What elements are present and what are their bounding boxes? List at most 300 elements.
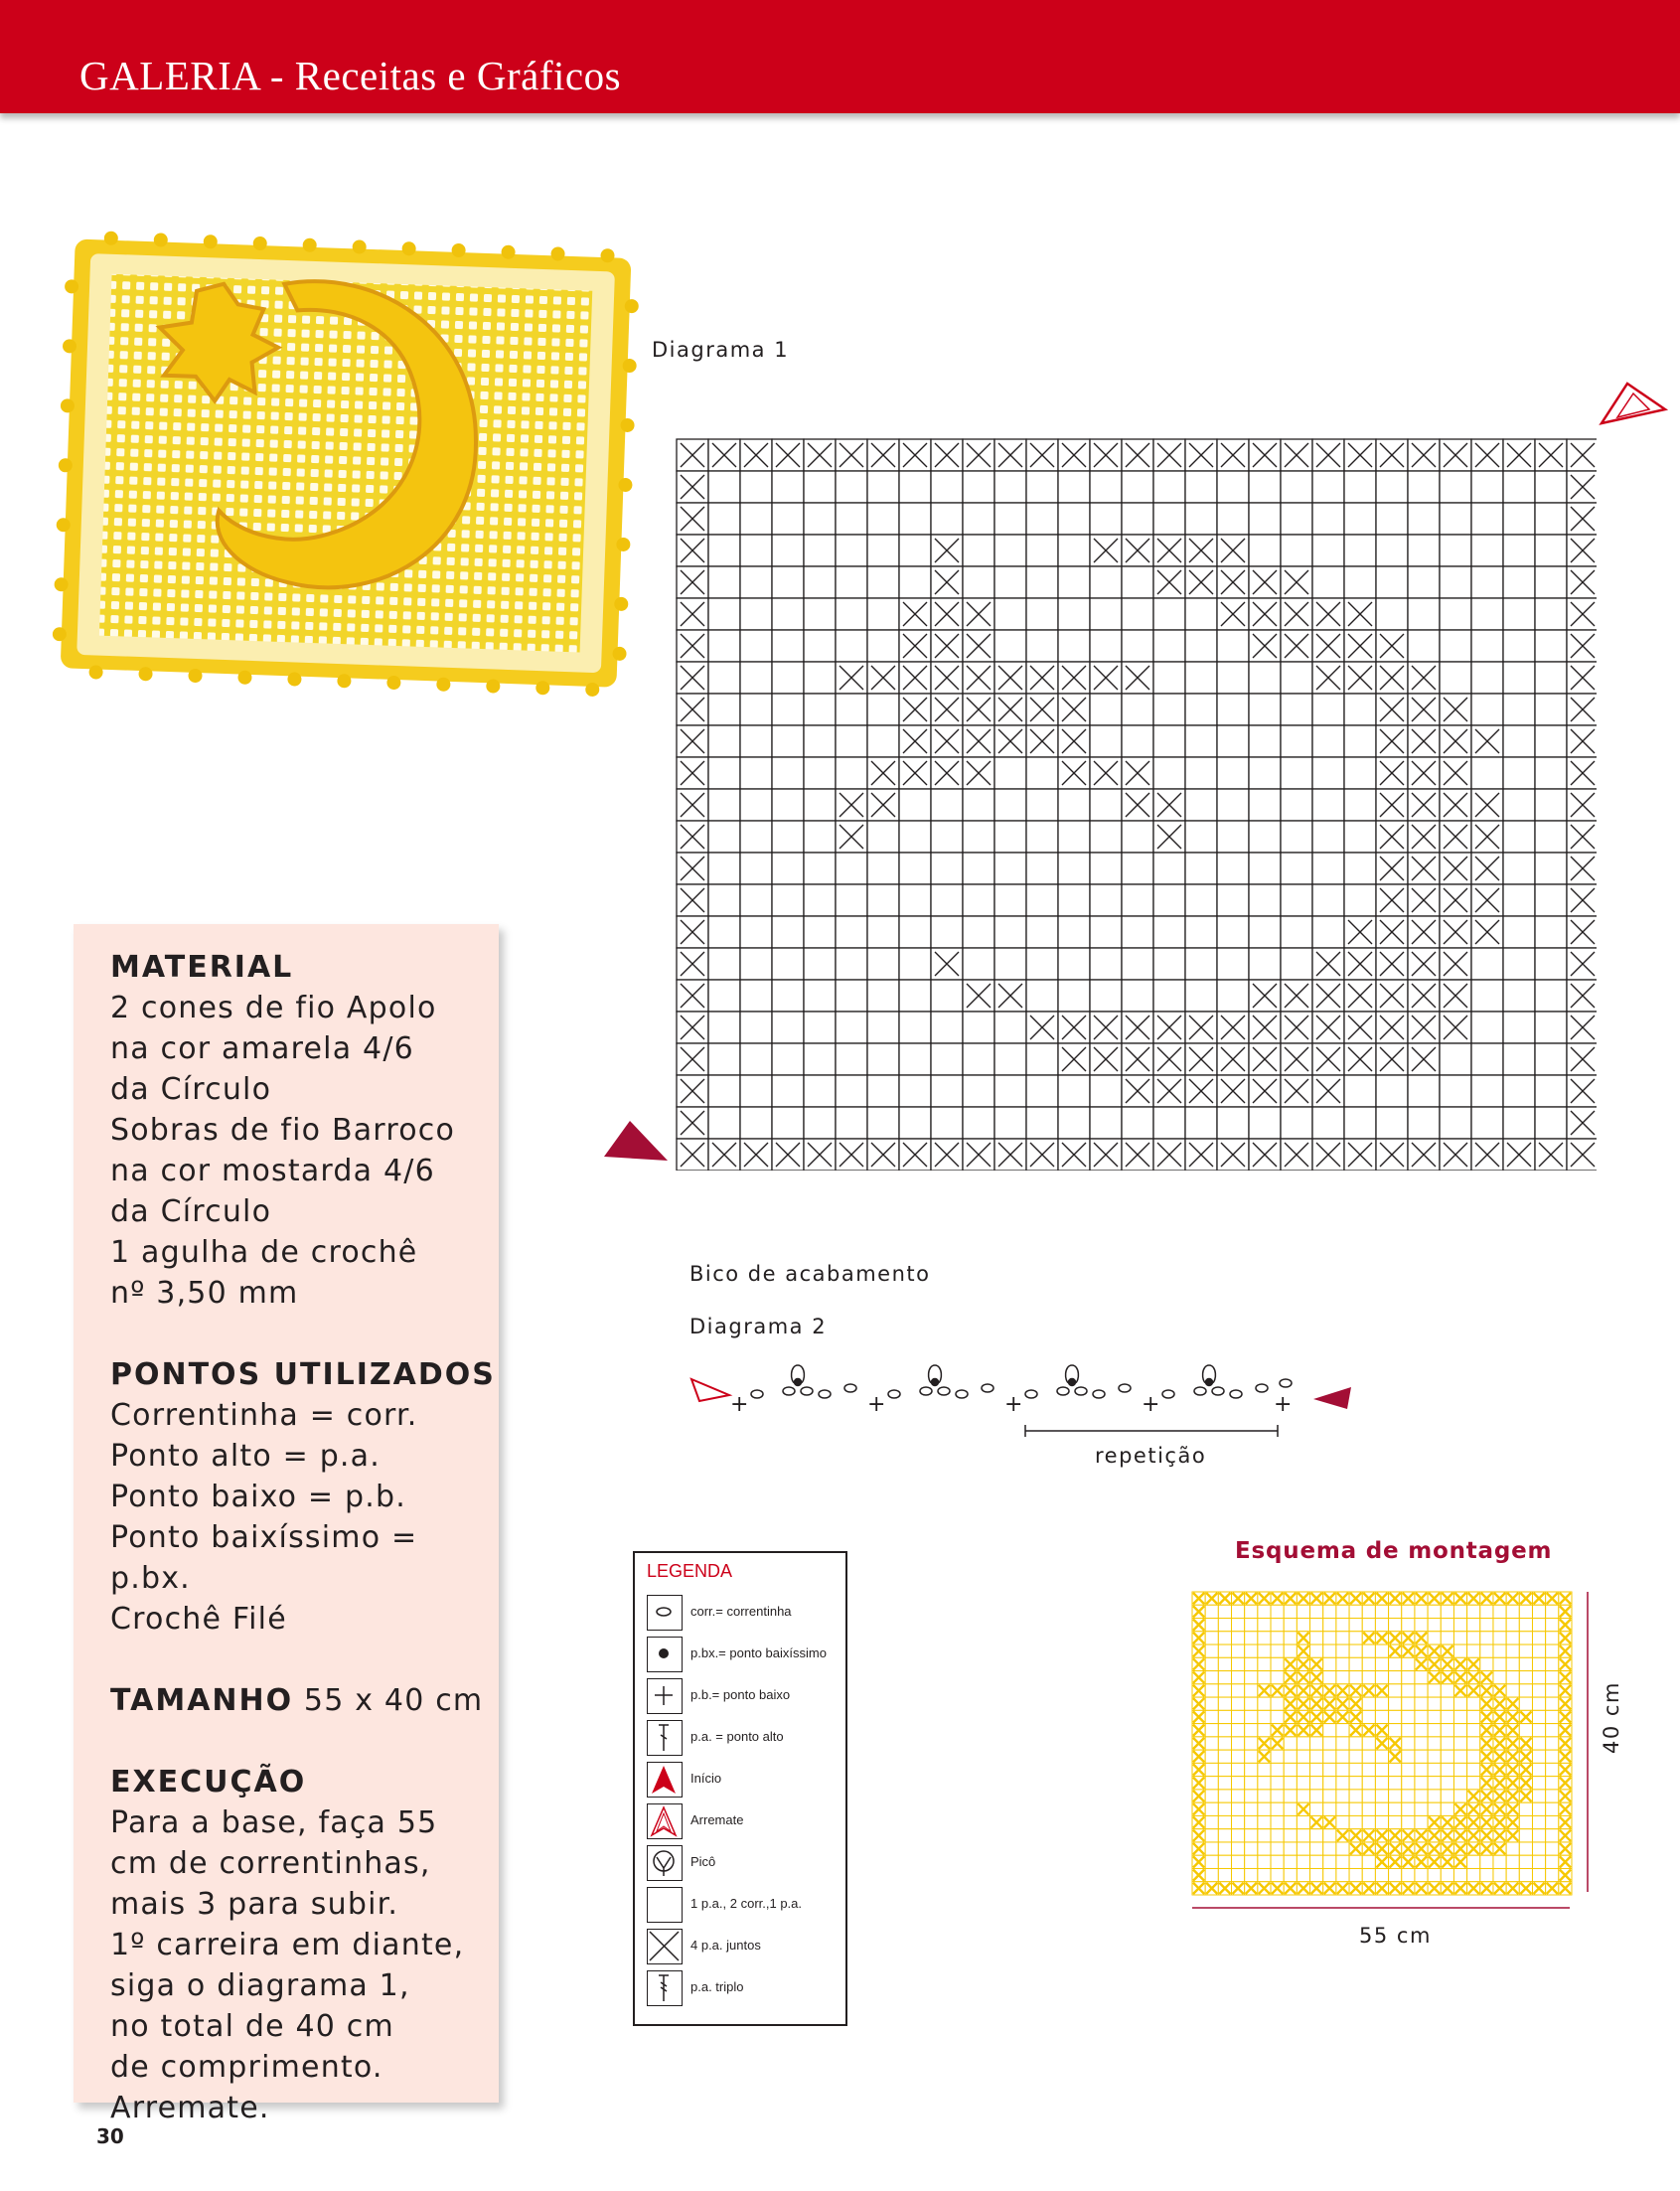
scheme-cell [1323, 1619, 1336, 1632]
scheme-cell [1519, 1657, 1532, 1670]
chart-cell [1026, 980, 1058, 1012]
scheme-cell [1245, 1710, 1258, 1723]
chart-cell [708, 725, 740, 757]
chart-cell [1535, 980, 1567, 1012]
chart-cell [1058, 598, 1090, 630]
scheme-cell [1362, 1671, 1375, 1684]
chart-cell [1058, 916, 1090, 948]
scheme-cell [1284, 1763, 1297, 1776]
scheme-cell [1284, 1737, 1297, 1750]
legend-symbol-cell [647, 1762, 683, 1798]
chart-cell [867, 694, 899, 725]
scheme-cell [1232, 1684, 1245, 1697]
chart-cell [708, 980, 740, 1012]
chart-cell [1312, 471, 1344, 503]
chart-cell [1026, 757, 1058, 789]
chart-cell [1058, 630, 1090, 662]
scheme-cell [1375, 1619, 1388, 1632]
scheme-cell [1232, 1697, 1245, 1710]
chart-cell [1153, 471, 1185, 503]
scheme-cell [1245, 1605, 1258, 1618]
scheme-cell [1546, 1802, 1559, 1815]
scheme-cell [1519, 1868, 1532, 1881]
size-heading: TAMANHO [110, 1683, 294, 1718]
chart-cell [1376, 566, 1408, 598]
single-crochet-plus-icon [648, 1679, 682, 1713]
scheme-cell [1467, 1724, 1480, 1737]
chart-cell [1535, 630, 1567, 662]
scheme-cell [1310, 1632, 1323, 1644]
scheme-cell [1323, 1777, 1336, 1790]
finish-arrow-icon [1598, 380, 1669, 427]
chart-cell [740, 980, 772, 1012]
chart-cell [1249, 1107, 1281, 1139]
chart-cell [1249, 948, 1281, 980]
chart-cell [1153, 694, 1185, 725]
scheme-cell [1532, 1657, 1545, 1670]
chart-cell [1503, 980, 1535, 1012]
scheme-cell [1480, 1619, 1493, 1632]
chart-cell [867, 821, 899, 853]
scheme-cell [1362, 1710, 1375, 1723]
scheme-cell [1415, 1777, 1428, 1790]
scheme-cell [1389, 1671, 1402, 1684]
chart-cell [1440, 566, 1471, 598]
chart-cell [1503, 884, 1535, 916]
chart-cell [1503, 725, 1535, 757]
scheme-cell [1441, 1710, 1453, 1723]
scheme-cell [1284, 1855, 1297, 1868]
chart-cell [1058, 535, 1090, 566]
chart-cell [1312, 853, 1344, 884]
chart-cell [1503, 503, 1535, 535]
chart-cell [1153, 853, 1185, 884]
scheme-cell [1271, 1632, 1284, 1644]
chart-cell [804, 471, 836, 503]
scheme-cell [1349, 1671, 1362, 1684]
chart-cell [1503, 1043, 1535, 1075]
chart-cell [708, 1075, 740, 1107]
legend-text: corr.= correntinha [690, 1604, 792, 1619]
legend-symbol-cell [647, 1970, 683, 2006]
scheme-cell [1506, 1632, 1519, 1644]
chart-cell [804, 662, 836, 694]
scheme-cell [1336, 1815, 1349, 1828]
legend-item [647, 1970, 836, 2006]
chart-cell [1344, 471, 1376, 503]
chart-cell [804, 598, 836, 630]
chart-cell [772, 598, 804, 630]
scheme-cell [1441, 1868, 1453, 1881]
scheme-cell [1453, 1750, 1466, 1763]
scheme-cell [1467, 1710, 1480, 1723]
scheme-cell [1218, 1790, 1231, 1802]
chart-cell [740, 535, 772, 566]
chart-cell [931, 884, 963, 916]
scheme-cell [1519, 1605, 1532, 1618]
chart-cell [1185, 503, 1217, 535]
scheme-cell [1245, 1632, 1258, 1644]
chart-cell [1471, 948, 1503, 980]
scheme-cell [1310, 1750, 1323, 1763]
scheme-cell [1362, 1619, 1375, 1632]
chart-cell [899, 948, 931, 980]
chart-cell [708, 535, 740, 566]
chart-cell [1281, 884, 1312, 916]
scheme-cell [1519, 1842, 1532, 1855]
chart-cell [899, 535, 931, 566]
scheme-cell [1402, 1724, 1415, 1737]
chart-cell [994, 948, 1026, 980]
scheme-cell [1375, 1644, 1388, 1657]
scheme-cell [1245, 1829, 1258, 1842]
material-line: na cor amarela 4/6 [110, 1031, 414, 1066]
svg-text:+: + [1274, 1392, 1293, 1417]
assembly-scheme-chart [1188, 1588, 1578, 1901]
chart-cell [1185, 789, 1217, 821]
scheme-cell [1389, 1684, 1402, 1697]
scheme-cell [1532, 1750, 1545, 1763]
chart-cell [931, 789, 963, 821]
scheme-cell [1375, 1868, 1388, 1881]
chart-cell [963, 566, 994, 598]
stitches-heading: PONTOS UTILIZADOS [110, 1357, 496, 1392]
scheme-cell [1284, 1790, 1297, 1802]
chart-cell [708, 598, 740, 630]
chart-cell [1026, 948, 1058, 980]
scheme-cell [1284, 1750, 1297, 1763]
scheme-cell [1310, 1842, 1323, 1855]
chart-cell [1281, 725, 1312, 757]
chart-cell [1503, 566, 1535, 598]
scheme-cell [1428, 1790, 1441, 1802]
scheme-cell [1310, 1777, 1323, 1790]
scheme-cell [1245, 1737, 1258, 1750]
scheme-cell [1323, 1657, 1336, 1670]
chart-cell [994, 630, 1026, 662]
chart-cell [867, 948, 899, 980]
scheme-cell [1310, 1855, 1323, 1868]
scheme-cell [1323, 1750, 1336, 1763]
chart-cell [1249, 884, 1281, 916]
chart-cell [1440, 1043, 1471, 1075]
scheme-cell [1428, 1868, 1441, 1881]
chart-cell [1281, 662, 1312, 694]
chart-cell [1122, 916, 1153, 948]
scheme-cell [1402, 1802, 1415, 1815]
chart-cell [1471, 1043, 1503, 1075]
scheme-cell [1493, 1671, 1506, 1684]
scheme-cell [1519, 1619, 1532, 1632]
scheme-cell [1415, 1868, 1428, 1881]
scheme-cell [1519, 1829, 1532, 1842]
chart-cell [1185, 916, 1217, 948]
scheme-cell [1532, 1619, 1545, 1632]
height-label: 40 cm [1600, 1681, 1623, 1754]
chart-cell [1408, 630, 1440, 662]
chart-cell [740, 884, 772, 916]
chart-cell [772, 471, 804, 503]
chart-cell [1471, 1107, 1503, 1139]
chart-cell [740, 694, 772, 725]
scheme-cell [1310, 1619, 1323, 1632]
chart-cell [836, 1107, 867, 1139]
scheme-cell [1546, 1632, 1559, 1644]
chart-cell [1312, 916, 1344, 948]
chart-cell [1217, 884, 1249, 916]
chart-cell [867, 853, 899, 884]
scheme-cell [1467, 1855, 1480, 1868]
chart-cell [1344, 1075, 1376, 1107]
chart-cell [994, 789, 1026, 821]
scheme-cell [1389, 1802, 1402, 1815]
scheme-cell [1389, 1657, 1402, 1670]
scheme-cell [1415, 1790, 1428, 1802]
chart-cell [899, 916, 931, 948]
scheme-cell [1506, 1644, 1519, 1657]
stitch-line: Ponto baixo = p.b. [110, 1480, 406, 1514]
scheme-cell [1453, 1868, 1466, 1881]
chart-cell [1503, 916, 1535, 948]
chart-cell [867, 725, 899, 757]
scheme-cell [1506, 1842, 1519, 1855]
legend-text: Início [690, 1771, 722, 1786]
chart-cell [867, 1075, 899, 1107]
chart-cell [740, 757, 772, 789]
scheme-cell [1402, 1657, 1415, 1670]
chart-cell [1503, 1012, 1535, 1043]
chart-cell [772, 884, 804, 916]
scheme-cell [1245, 1657, 1258, 1670]
legend-item [647, 1803, 836, 1839]
chart-cell [963, 1107, 994, 1139]
chart-cell [1058, 821, 1090, 853]
header-band [0, 0, 1680, 113]
scheme-cell [1205, 1737, 1218, 1750]
stitch-line: Ponto alto = p.a. [110, 1439, 381, 1474]
scheme-cell [1532, 1644, 1545, 1657]
chart-cell [1122, 853, 1153, 884]
chart-cell [867, 1043, 899, 1075]
chart-cell [740, 598, 772, 630]
scheme-cell [1336, 1855, 1349, 1868]
material-line: na cor mostarda 4/6 [110, 1154, 435, 1188]
scheme-cell [1245, 1855, 1258, 1868]
chart-cell [1281, 1107, 1312, 1139]
scheme-cell [1415, 1619, 1428, 1632]
scheme-cell [1532, 1829, 1545, 1842]
chart-cell [772, 503, 804, 535]
chart-cell [1090, 916, 1122, 948]
scheme-cell [1532, 1632, 1545, 1644]
chart-cell [772, 1075, 804, 1107]
scheme-cell [1441, 1750, 1453, 1763]
scheme-cell [1232, 1868, 1245, 1881]
chart-cell [1217, 471, 1249, 503]
chart-cell [1281, 535, 1312, 566]
scheme-cell [1402, 1697, 1415, 1710]
chart-cell [1344, 694, 1376, 725]
chart-cell [708, 471, 740, 503]
chart-cell [1026, 630, 1058, 662]
chart-cell [708, 694, 740, 725]
instructions-text [110, 947, 508, 2128]
scheme-cell [1323, 1842, 1336, 1855]
slip-stitch-dot-icon [648, 1638, 682, 1671]
chart-cell [899, 566, 931, 598]
scheme-cell [1519, 1671, 1532, 1684]
chart-cell [708, 821, 740, 853]
chart-cell [994, 884, 1026, 916]
chart-cell [1153, 916, 1185, 948]
chart-cell [867, 503, 899, 535]
scheme-cell [1453, 1697, 1466, 1710]
scheme-cell [1453, 1763, 1466, 1776]
chart-cell [931, 916, 963, 948]
chart-cell [1185, 471, 1217, 503]
scheme-cell [1546, 1750, 1559, 1763]
chart-cell [1122, 566, 1153, 598]
chart-cell [772, 1107, 804, 1139]
chart-cell [1026, 1075, 1058, 1107]
scheme-cell [1480, 1855, 1493, 1868]
scheme-cell [1402, 1684, 1415, 1697]
scheme-cell [1271, 1657, 1284, 1670]
diagram1-label: Diagrama 1 [652, 338, 790, 362]
chart-cell [1312, 821, 1344, 853]
scheme-cell [1232, 1842, 1245, 1855]
scheme-cell [1323, 1829, 1336, 1842]
scheme-cell [1349, 1815, 1362, 1828]
scheme-cell [1349, 1605, 1362, 1618]
scheme-cell [1375, 1671, 1388, 1684]
chart-cell [804, 566, 836, 598]
chart-cell [708, 566, 740, 598]
scheme-cell [1415, 1710, 1428, 1723]
chart-cell [1535, 1043, 1567, 1075]
chart-cell [740, 503, 772, 535]
chart-cell [963, 471, 994, 503]
chart-cell [1058, 948, 1090, 980]
scheme-cell [1428, 1697, 1441, 1710]
chart-cell [1026, 503, 1058, 535]
scheme-cell [1258, 1619, 1271, 1632]
scheme-cell [1297, 1777, 1309, 1790]
chart-cell [1122, 980, 1153, 1012]
chart-cell [963, 948, 994, 980]
edging-repeat [730, 1365, 1292, 1437]
scheme-cell [1218, 1619, 1231, 1632]
scheme-cell [1441, 1619, 1453, 1632]
chart-cell [1281, 853, 1312, 884]
scheme-cell [1362, 1777, 1375, 1790]
scheme-cell [1323, 1724, 1336, 1737]
legend-text: p.b.= ponto baixo [690, 1687, 791, 1702]
chart-cell [931, 471, 963, 503]
height-dimension-line [1578, 1588, 1598, 1896]
chart-cell [740, 471, 772, 503]
scheme-cell [1297, 1815, 1309, 1828]
chart-cell [1122, 884, 1153, 916]
scheme-cell [1336, 1632, 1349, 1644]
chart-cell [740, 821, 772, 853]
chart-cell [1090, 853, 1122, 884]
material-line: da Círculo [110, 1194, 272, 1229]
material-line: 1 agulha de crochê [110, 1235, 418, 1270]
scheme-cell [1532, 1671, 1545, 1684]
scheme-cell [1271, 1605, 1284, 1618]
scheme-cell [1258, 1790, 1271, 1802]
execution-line: Arremate. [110, 2091, 270, 2125]
scheme-cell [1506, 1671, 1519, 1684]
scheme-cell [1519, 1632, 1532, 1644]
scheme-cell [1441, 1802, 1453, 1815]
legend-item [647, 1637, 836, 1672]
scheme-cell [1519, 1697, 1532, 1710]
scheme-cell [1441, 1605, 1453, 1618]
scheme-cell [1271, 1777, 1284, 1790]
scheme-cell [1389, 1724, 1402, 1737]
chart-cell [836, 598, 867, 630]
chart-cell [836, 725, 867, 757]
scheme-cell [1402, 1763, 1415, 1776]
chart-cell [963, 884, 994, 916]
scheme-cell [1519, 1724, 1532, 1737]
chart-cell [1503, 948, 1535, 980]
chart-cell [1503, 471, 1535, 503]
chart-cell [1535, 471, 1567, 503]
scheme-cell [1546, 1842, 1559, 1855]
chart-cell [836, 535, 867, 566]
chart-cell [1471, 662, 1503, 694]
chart-cell [1026, 566, 1058, 598]
chart-cell [740, 1012, 772, 1043]
chart-cell [1503, 662, 1535, 694]
chart-cell [963, 503, 994, 535]
chart-cell [1281, 471, 1312, 503]
chart-cell [1058, 884, 1090, 916]
scheme-cell [1480, 1644, 1493, 1657]
chart-cell [1153, 598, 1185, 630]
scheme-cell [1258, 1815, 1271, 1828]
scheme-cell [1284, 1815, 1297, 1828]
scheme-cell [1546, 1697, 1559, 1710]
scheme-cell [1218, 1802, 1231, 1815]
scheme-cell [1297, 1619, 1309, 1632]
chart-cell [804, 535, 836, 566]
chart-cell [1281, 916, 1312, 948]
scheme-cell [1205, 1684, 1218, 1697]
scheme-cell [1232, 1619, 1245, 1632]
chart-cell [1471, 471, 1503, 503]
chart-cell [994, 1107, 1026, 1139]
scheme-cell [1323, 1671, 1336, 1684]
scheme-cell [1506, 1855, 1519, 1868]
scheme-cell [1546, 1619, 1559, 1632]
chart-cell [1217, 694, 1249, 725]
scheme-cell [1323, 1790, 1336, 1802]
scheme-cell [1402, 1777, 1415, 1790]
scheme-cell [1428, 1710, 1441, 1723]
scheme-cell [1349, 1750, 1362, 1763]
scheme-cell [1258, 1632, 1271, 1644]
chart-cell [1058, 471, 1090, 503]
scheme-cell [1441, 1790, 1453, 1802]
scheme-cell [1375, 1657, 1388, 1670]
chart-cell [836, 884, 867, 916]
legend-item [647, 1720, 836, 1756]
scheme-cell [1453, 1644, 1466, 1657]
